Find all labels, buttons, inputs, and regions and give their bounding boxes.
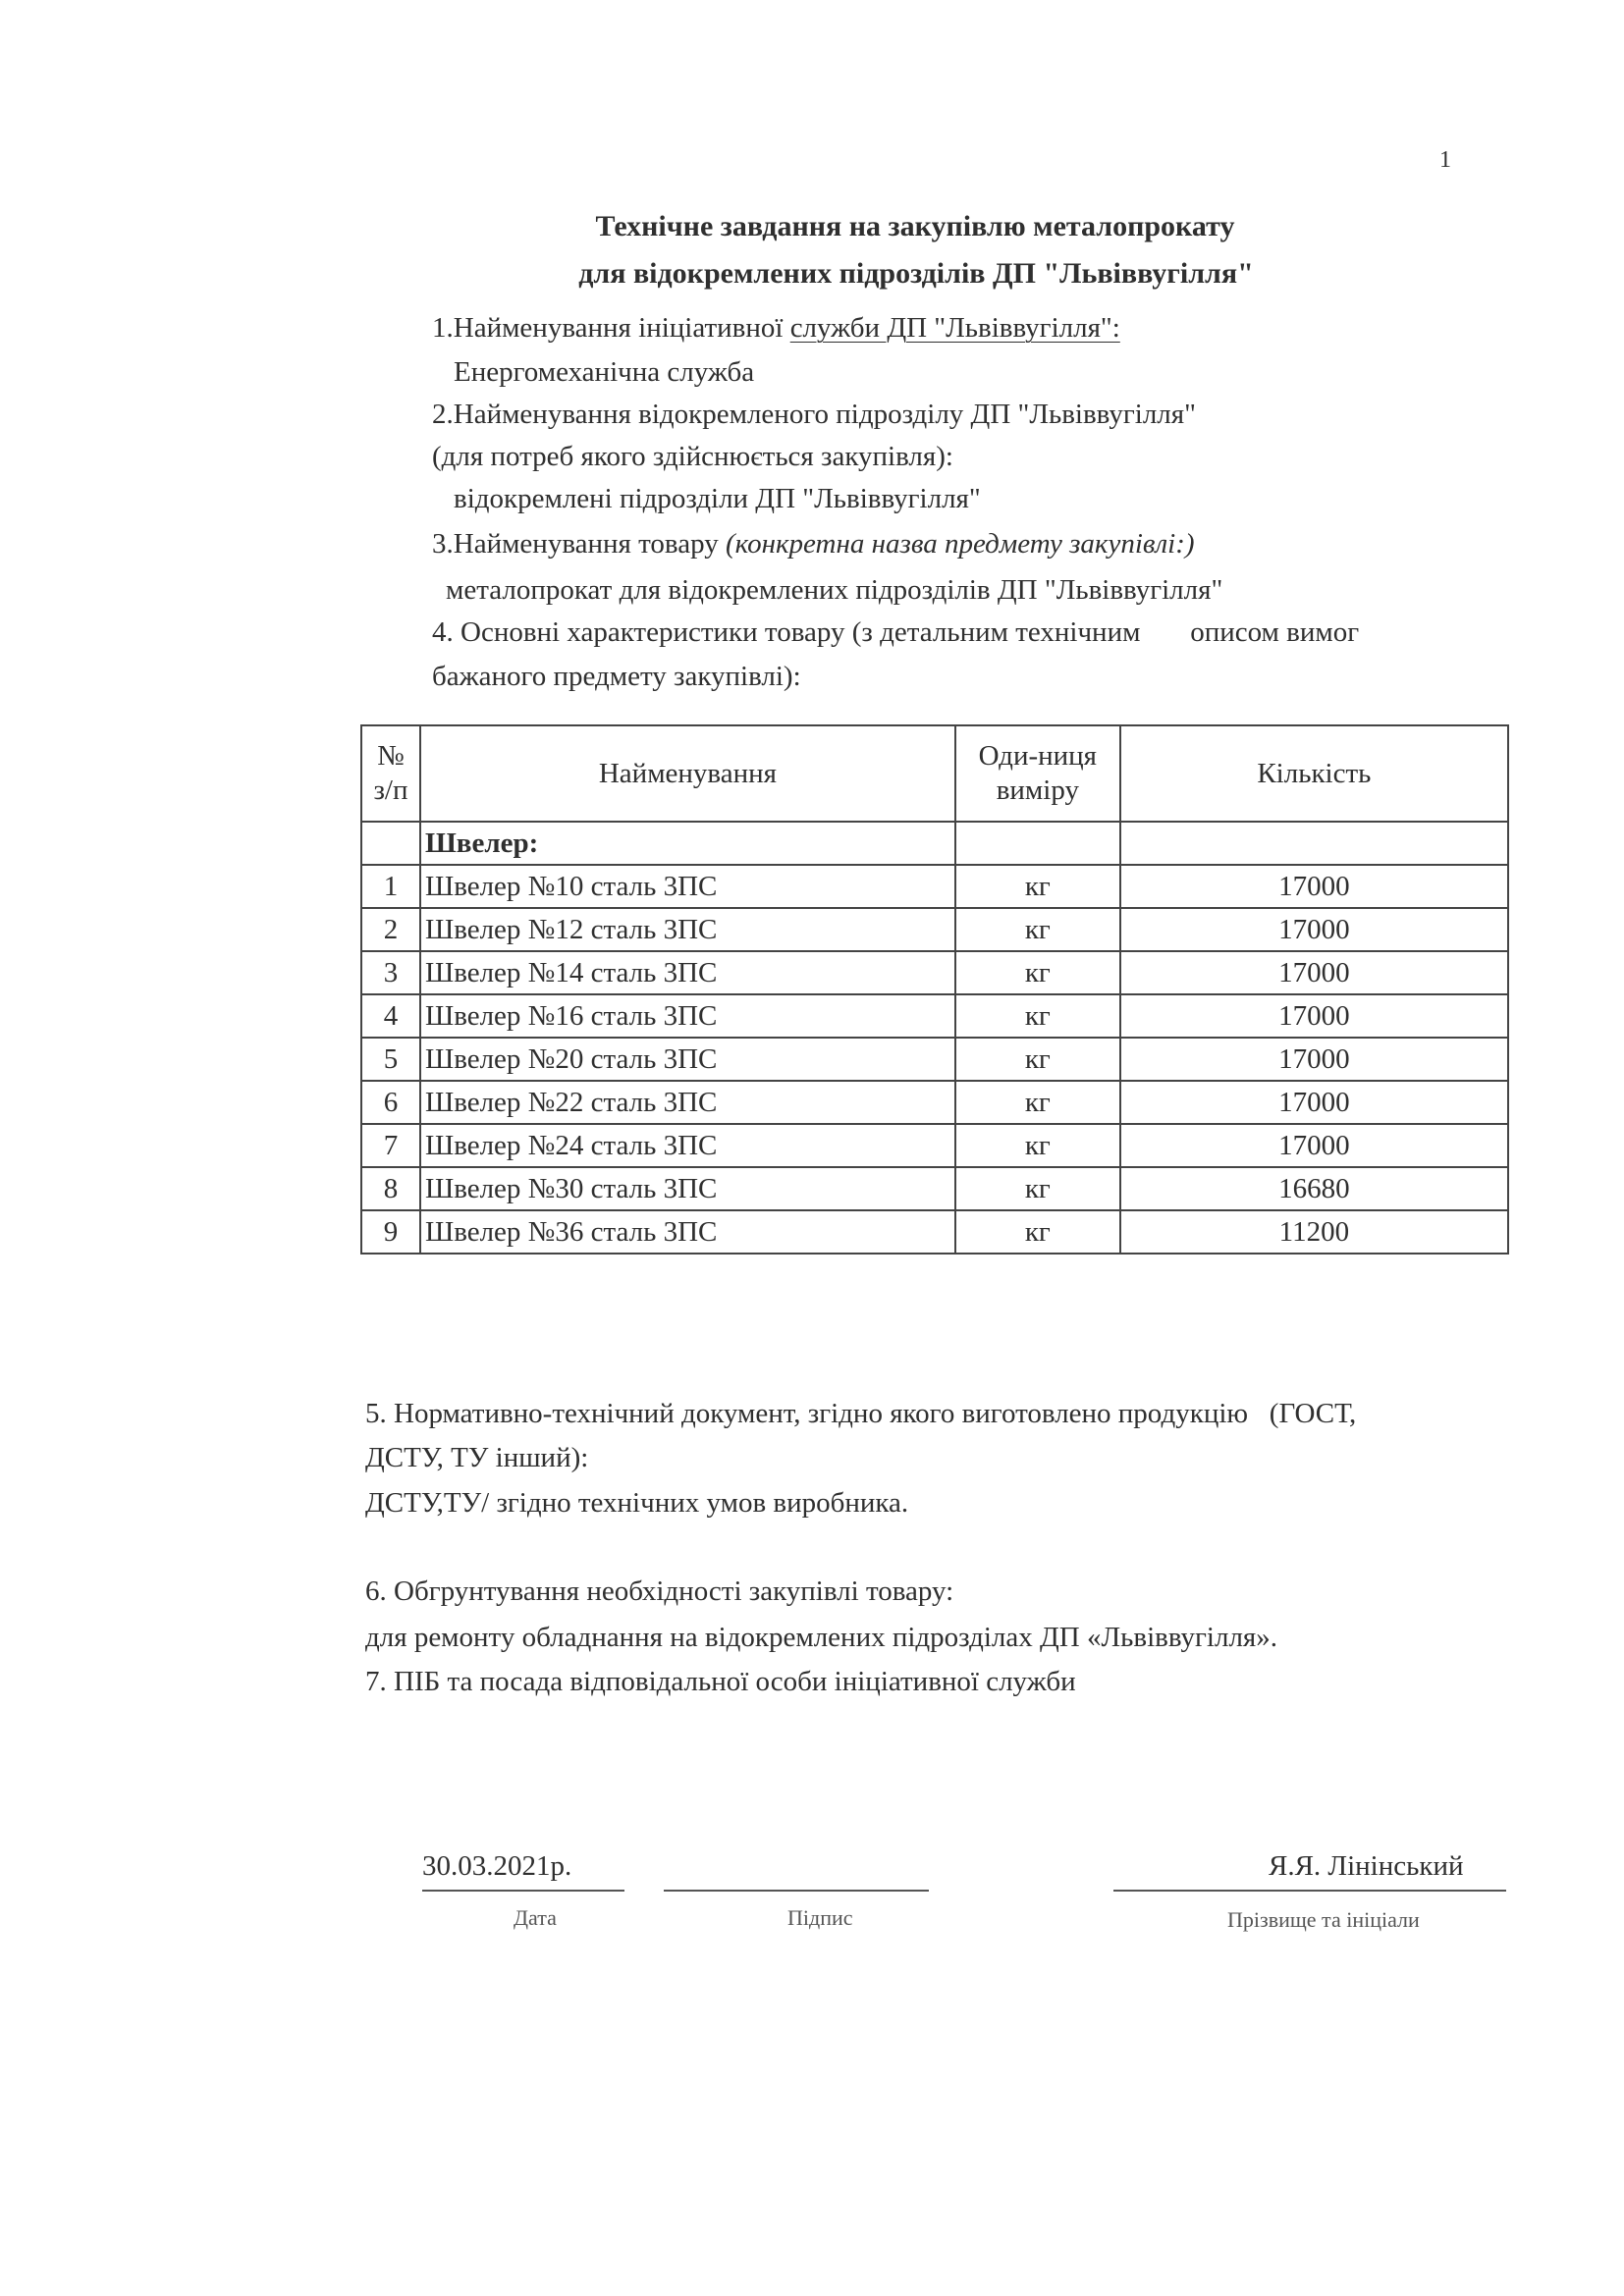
section-4-line-2: бажаного предмету закупівлі): [432,661,801,692]
section-7-label: 7. ПІБ та посада відповідальної особи ініціативної служби [365,1666,1076,1697]
section-3-value: металопрокат для відокремлених підрозділів ДП "Львіввугілля" [446,574,1223,606]
section-1-label [432,312,1120,345]
section-5-line-2: ДСТУ, ТУ інший): [365,1442,589,1473]
table-row [361,865,1508,908]
signature-date: 30.03.2021р. [422,1850,572,1882]
section-row [361,822,1508,865]
date-caption: Дата [514,1905,557,1930]
cell-name: Швелер №12 сталь 3ПС [420,908,955,951]
cell-name: Швелер №16 сталь 3ПС [420,994,955,1038]
section-5-value: ДСТУ,ТУ/ згідно технічних умов виробника. [365,1487,909,1519]
section-4-line-1: 4. Основні характеристики товару (з детальним технічним описом вимог [432,616,1360,648]
cell-num: 8 [361,1167,420,1210]
cell-qty: 17000 [1120,1038,1508,1081]
cell-num: 7 [361,1124,420,1167]
table-row [361,1167,1508,1210]
items-table [360,724,1509,1255]
section-2-note: (для потреб якого здійснюється закупівля): [432,441,953,472]
cell-name: Швелер №36 сталь 3ПС [420,1210,955,1254]
signature-caption: Підпис [787,1905,853,1930]
section-1-label-part-b: служби ДП "Львіввугілля": [789,312,1120,344]
table-header-row [361,725,1508,822]
cell-num: 1 [361,865,420,908]
document-title-line-1: Технічне завдання на закупівлю металопрокату [595,210,1235,242]
cell-unit: кг [955,951,1120,994]
section-3-label [432,528,1195,561]
cell-unit: кг [955,1210,1120,1254]
cell-num: 3 [361,951,420,994]
cell-name: Швелер №24 сталь 3ПС [420,1124,955,1167]
cell-name: Швелер №30 сталь 3ПС [420,1167,955,1210]
header-num-line-1: № [377,740,405,773]
cell-num: 6 [361,1081,420,1124]
cell-qty: 16680 [1120,1167,1508,1210]
cell-qty: 17000 [1120,951,1508,994]
section-6-label: 6. Обгрунтування необхідності закупівлі товару: [365,1575,954,1607]
section-6-value: для ремонту обладнання на відокремлених підрозділах ДП «Львіввугілля». [365,1622,1278,1653]
table-row [361,1038,1508,1081]
cell-unit: кг [955,1081,1120,1124]
signatory-name: Я.Я. Лінінський [1269,1850,1464,1882]
signature-line [664,1890,929,1892]
cell-unit: кг [955,1124,1120,1167]
date-line [422,1890,624,1892]
cell-unit: кг [955,1038,1120,1081]
table-row [361,1210,1508,1254]
section-unit-cell [955,822,1120,865]
name-line [1113,1890,1506,1892]
table-row [361,951,1508,994]
cell-name: Швелер №14 сталь 3ПС [420,951,955,994]
cell-qty: 11200 [1120,1210,1508,1254]
header-unit-line-2: виміру [996,774,1079,806]
header-unit-line-1: Оди-ниця [978,740,1098,773]
cell-name: Швелер №22 сталь 3ПС [420,1081,955,1124]
table-row [361,908,1508,951]
table-row [361,1081,1508,1124]
cell-qty: 17000 [1120,908,1508,951]
header-num-line-2: з/п [373,774,408,806]
items-table-body [361,725,1508,1254]
section-qty-cell [1120,822,1508,865]
cell-unit: кг [955,994,1120,1038]
cell-unit: кг [955,865,1120,908]
section-2-value: відокремлені підрозділи ДП "Львіввугілля" [454,483,981,514]
cell-unit: кг [955,1167,1120,1210]
header-name: Найменування [420,725,955,822]
cell-qty: 17000 [1120,865,1508,908]
name-caption: Прізвище та ініціали [1227,1907,1420,1932]
cell-qty: 17000 [1120,1124,1508,1167]
cell-qty: 17000 [1120,994,1508,1038]
cell-num: 4 [361,994,420,1038]
header-qty: Кількість [1120,725,1508,822]
page-number: 1 [1439,147,1451,173]
cell-unit: кг [955,908,1120,951]
section-5-line-1: 5. Нормативно-технічний документ, згідно якого виготовлено продукцію (ГОСТ, [365,1398,1357,1429]
section-3-note: (конкретна назва предмету закупівлі:) [725,528,1195,560]
table-row [361,994,1508,1038]
section-1-label-part-a: 1.Найменування ініціативної [432,312,790,344]
cell-num: 2 [361,908,420,951]
section-title: Швелер: [420,822,955,865]
cell-name: Швелер №10 сталь 3ПС [420,865,955,908]
section-num-cell [361,822,420,865]
header-unit [955,725,1120,822]
table-row [361,1124,1508,1167]
section-3-label-text: 3.Найменування товару [432,528,726,560]
cell-name: Швелер №20 сталь 3ПС [420,1038,955,1081]
document-title-line-2: для відокремлених підрозділів ДП "Львіввугілля" [578,257,1254,290]
section-2-label: 2.Найменування відокремленого підрозділу ДП "Львіввугілля" [432,399,1196,430]
cell-num: 9 [361,1210,420,1254]
cell-num: 5 [361,1038,420,1081]
header-num [361,725,420,822]
section-1-value: Енергомеханічна служба [454,356,755,388]
cell-qty: 17000 [1120,1081,1508,1124]
